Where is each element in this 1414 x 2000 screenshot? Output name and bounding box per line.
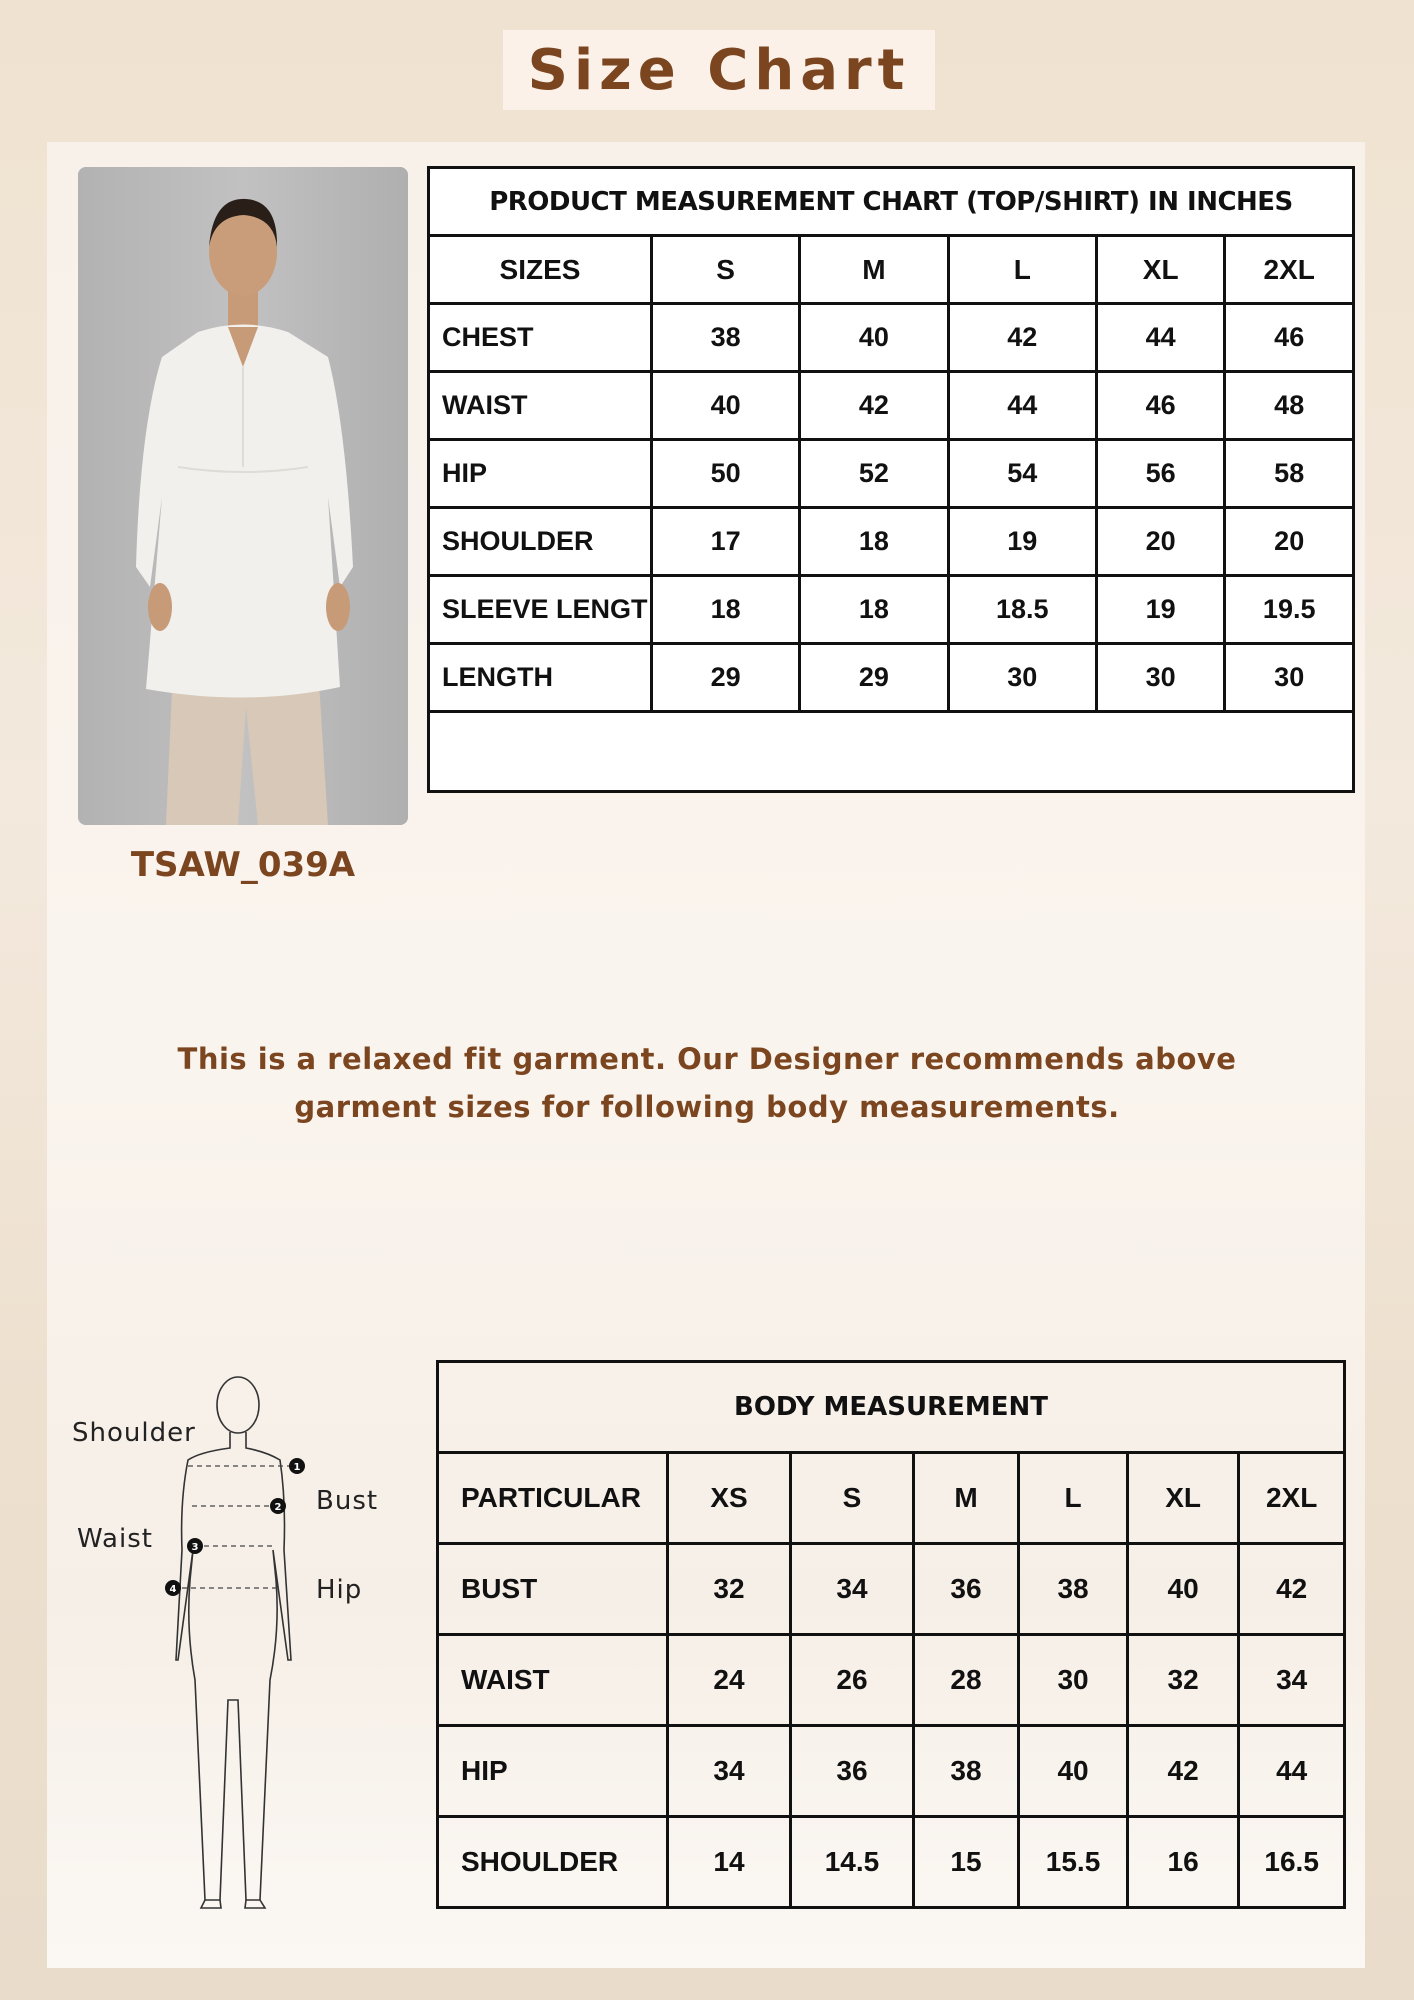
fit-note: This is a relaxed fit garment. Our Designer recommends above garment sizes for following body measurements. bbox=[177, 1042, 1237, 1124]
marker-2: 2 bbox=[274, 1502, 282, 1513]
cell: 38 bbox=[913, 1726, 1018, 1817]
table-header-row bbox=[429, 236, 1354, 304]
cell: 18 bbox=[651, 576, 799, 644]
row-label: HIP bbox=[438, 1726, 668, 1817]
cell: 28 bbox=[913, 1635, 1018, 1726]
cell: 40 bbox=[1019, 1726, 1128, 1817]
row-label: SHOULDER bbox=[429, 508, 652, 576]
cell: 42 bbox=[800, 372, 948, 440]
cell: 15.5 bbox=[1019, 1817, 1128, 1908]
header-cell: L bbox=[948, 236, 1096, 304]
cell: 54 bbox=[948, 440, 1096, 508]
cell: 15 bbox=[913, 1817, 1018, 1908]
body-measurement-figure bbox=[60, 1360, 400, 1920]
label-waist: Waist bbox=[77, 1524, 153, 1554]
cell: 30 bbox=[1019, 1635, 1128, 1726]
cell: 26 bbox=[791, 1635, 914, 1726]
header-cell: XS bbox=[667, 1453, 790, 1544]
table-row bbox=[429, 644, 1354, 712]
product-code: TSAW_039A bbox=[130, 845, 356, 885]
marker-3: 3 bbox=[191, 1542, 199, 1553]
table-row bbox=[429, 576, 1354, 644]
cell: 56 bbox=[1096, 440, 1224, 508]
table-row bbox=[429, 372, 1354, 440]
cell: 40 bbox=[1127, 1544, 1238, 1635]
cell: 34 bbox=[1239, 1635, 1345, 1726]
cell: 30 bbox=[1225, 644, 1354, 712]
cell: 36 bbox=[791, 1726, 914, 1817]
product-measurement-table bbox=[427, 166, 1355, 793]
cell: 17 bbox=[651, 508, 799, 576]
row-label: LENGTH bbox=[429, 644, 652, 712]
label-shoulder: Shoulder bbox=[72, 1418, 196, 1448]
header-cell: M bbox=[913, 1453, 1018, 1544]
header-cell: XL bbox=[1127, 1453, 1238, 1544]
empty-cell bbox=[429, 712, 1354, 792]
cell: 18 bbox=[800, 576, 948, 644]
label-bust: Bust bbox=[316, 1486, 379, 1516]
product-table-caption: PRODUCT MEASUREMENT CHART (TOP/SHIRT) IN INCHES bbox=[429, 168, 1354, 236]
cell: 42 bbox=[1127, 1726, 1238, 1817]
header-cell: 2XL bbox=[1239, 1453, 1345, 1544]
table-row bbox=[429, 304, 1354, 372]
header-cell: SIZES bbox=[429, 236, 652, 304]
cell: 44 bbox=[948, 372, 1096, 440]
table-row bbox=[429, 440, 1354, 508]
header-cell: 2XL bbox=[1225, 236, 1354, 304]
table-row bbox=[438, 1544, 1345, 1635]
cell: 30 bbox=[1096, 644, 1224, 712]
cell: 14.5 bbox=[791, 1817, 914, 1908]
cell: 44 bbox=[1096, 304, 1224, 372]
cell: 19.5 bbox=[1225, 576, 1354, 644]
cell: 16.5 bbox=[1239, 1817, 1345, 1908]
table-row bbox=[429, 508, 1354, 576]
title-banner bbox=[503, 30, 935, 110]
cell: 38 bbox=[1019, 1544, 1128, 1635]
row-label: WAIST bbox=[429, 372, 652, 440]
cell: 46 bbox=[1096, 372, 1224, 440]
cell: 32 bbox=[1127, 1635, 1238, 1726]
cell: 58 bbox=[1225, 440, 1354, 508]
table-row bbox=[438, 1726, 1345, 1817]
cell: 16 bbox=[1127, 1817, 1238, 1908]
header-cell: S bbox=[791, 1453, 914, 1544]
cell: 19 bbox=[1096, 576, 1224, 644]
cell: 20 bbox=[1096, 508, 1224, 576]
cell: 18 bbox=[800, 508, 948, 576]
cell: 34 bbox=[791, 1544, 914, 1635]
row-label: CHEST bbox=[429, 304, 652, 372]
cell: 52 bbox=[800, 440, 948, 508]
cell: 36 bbox=[913, 1544, 1018, 1635]
cell: 40 bbox=[800, 304, 948, 372]
body-measurement-table bbox=[436, 1360, 1346, 1909]
cell: 46 bbox=[1225, 304, 1354, 372]
cell: 34 bbox=[667, 1726, 790, 1817]
cell: 42 bbox=[1239, 1544, 1345, 1635]
empty-row bbox=[429, 712, 1354, 792]
header-cell: PARTICULAR bbox=[438, 1453, 668, 1544]
product-photo bbox=[78, 167, 408, 825]
cell: 40 bbox=[651, 372, 799, 440]
cell: 44 bbox=[1239, 1726, 1345, 1817]
table-header-row bbox=[438, 1453, 1345, 1544]
garment-photo-icon bbox=[78, 167, 408, 825]
row-label: BUST bbox=[438, 1544, 668, 1635]
label-hip: Hip bbox=[316, 1575, 363, 1605]
cell: 24 bbox=[667, 1635, 790, 1726]
cell: 32 bbox=[667, 1544, 790, 1635]
header-cell: S bbox=[651, 236, 799, 304]
cell: 29 bbox=[651, 644, 799, 712]
marker-4: 4 bbox=[169, 1584, 177, 1595]
cell: 29 bbox=[800, 644, 948, 712]
header-cell: L bbox=[1019, 1453, 1128, 1544]
body-table-caption: BODY MEASUREMENT bbox=[438, 1362, 1345, 1453]
row-label: SHOULDER bbox=[438, 1817, 668, 1908]
cell: 20 bbox=[1225, 508, 1354, 576]
header-cell: XL bbox=[1096, 236, 1224, 304]
page-title: Size Chart bbox=[527, 37, 911, 103]
marker-1: 1 bbox=[293, 1462, 301, 1473]
cell: 14 bbox=[667, 1817, 790, 1908]
cell: 18.5 bbox=[948, 576, 1096, 644]
table-row bbox=[438, 1635, 1345, 1726]
table-row bbox=[438, 1817, 1345, 1908]
row-label: SLEEVE LENGT bbox=[429, 576, 652, 644]
cell: 50 bbox=[651, 440, 799, 508]
row-label: HIP bbox=[429, 440, 652, 508]
cell: 42 bbox=[948, 304, 1096, 372]
cell: 19 bbox=[948, 508, 1096, 576]
cell: 30 bbox=[948, 644, 1096, 712]
cell: 38 bbox=[651, 304, 799, 372]
cell: 48 bbox=[1225, 372, 1354, 440]
row-label: WAIST bbox=[438, 1635, 668, 1726]
header-cell: M bbox=[800, 236, 948, 304]
